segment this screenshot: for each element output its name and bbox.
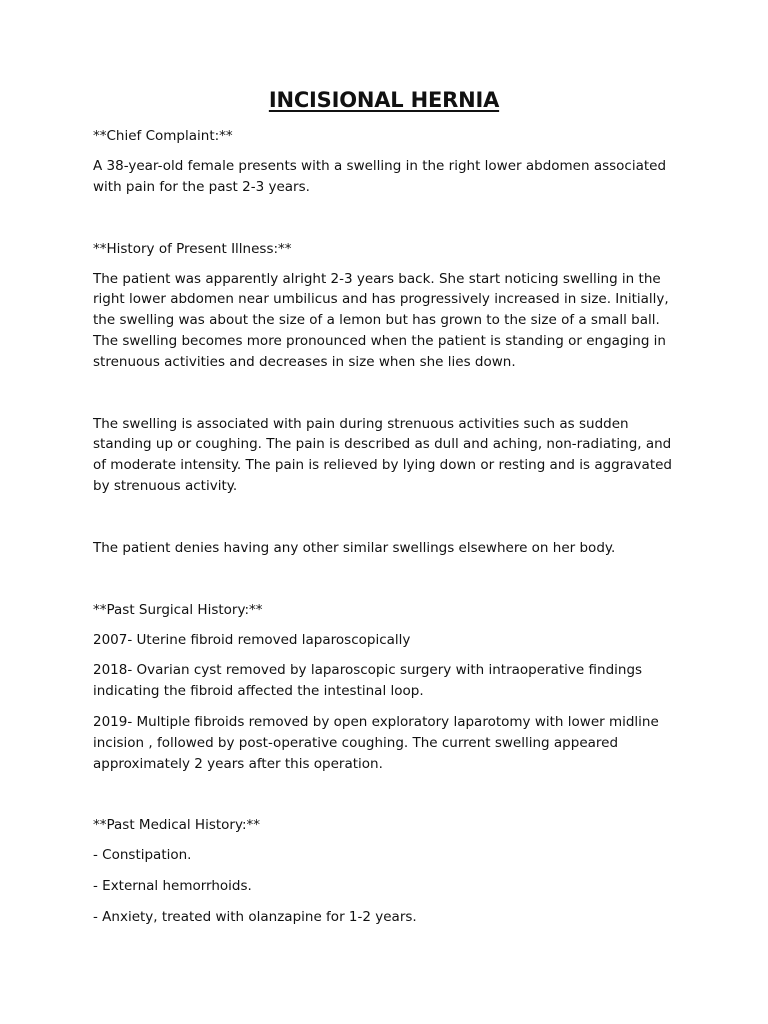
chief-complaint-heading: **Chief Complaint:** — [93, 128, 233, 144]
surgical-history-item: 2007- Uterine fibroid removed laparoscopically — [93, 631, 411, 648]
medical-history-item: - Anxiety, treated with olanzapine for 1-2 years. — [93, 908, 417, 925]
hpi-paragraph: The patient was apparently alright 2-3 years back. She start noticing swelling in the right lower abdomen near umbilicus and has progressively increased in size. Initially, the swelling was about the size of a lemon but has grown to the size of a small ball. The swelling becomes more pronounced when the patient is standing or engaging in strenuous activities and decreases in size when she lies down. — [93, 270, 669, 370]
past-surgical-section — [93, 600, 675, 775]
surgical-history-item: 2018- Ovarian cyst removed by laparoscopic surgery with intraoperative findings indicating the fibroid affected the intestinal loop. — [93, 662, 643, 700]
hpi-heading: **History of Present Illness:** — [93, 240, 292, 257]
surgical-history-item: 2019- Multiple fibroids removed by open exploratory laparotomy with lower midline incision , followed by post-operative coughing. The current swelling appeared approximately 2 years after this operation. — [93, 713, 659, 772]
past-medical-heading: **Past Medical History:** — [93, 817, 261, 834]
hpi-paragraph: The swelling is associated with pain during strenuous activities such as sudden standing up or coughing. The pain is described as dull and aching, non-radiating, and of moderate intensity. The pain is relieved by lying down or resting and is aggravated by strenuous activity. — [93, 415, 672, 494]
medical-history-item: - Constipation. — [93, 847, 192, 864]
past-medical-section — [93, 815, 675, 927]
document-title: INCISIONAL HERNIA — [268, 88, 500, 112]
past-surgical-heading: **Past Surgical History:** — [93, 601, 263, 618]
chief-complaint-text: A 38-year-old female presents with a swelling in the right lower abdomen associated with pain for the past 2-3 years. — [93, 158, 667, 195]
hpi-paragraph: The patient denies having any other similar swellings elsewhere on her body. — [93, 539, 616, 556]
chief-complaint-section — [93, 126, 675, 198]
medical-history-item: - External hemorrhoids. — [93, 878, 252, 895]
hpi-section — [93, 239, 675, 559]
